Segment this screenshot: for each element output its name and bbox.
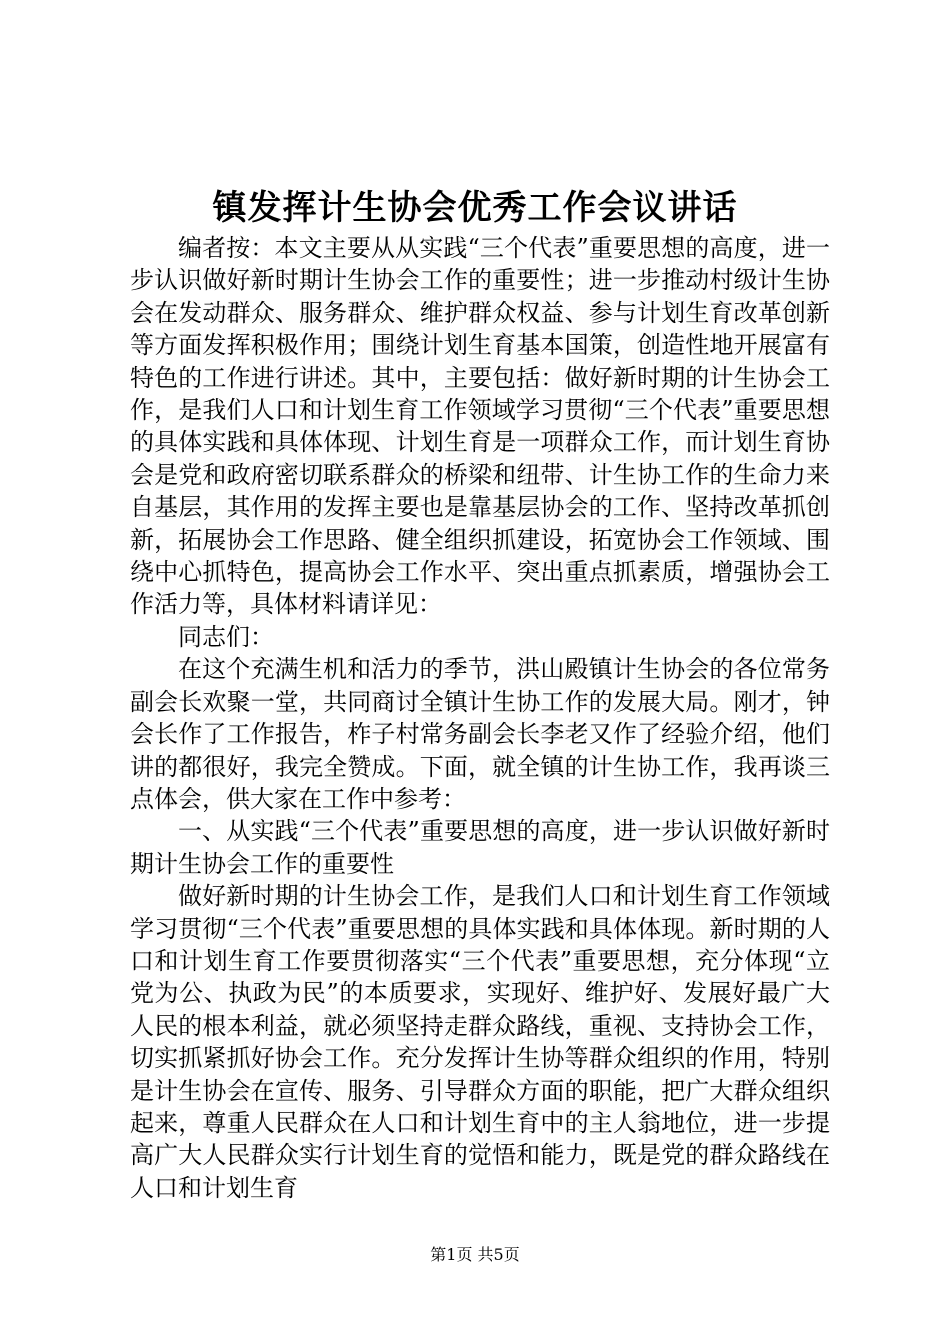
paragraph-section-one-body: 做好新时期的计生协会工作，是我们人口和计划生育工作领域学习贯彻“三个代表”重要思想的具体实践和具体体现。新时期的人口和计划生育工作要贯彻落实“三个代表”重要思想，充分体现“立党为公、执政为民”的本质要求，实现好、维护好、发展好最广大人民的根本利益，就必须坚持走群众路线，重视、支持协会工作，切实抓紧抓好协会工作。充分发挥计生协等群众组织的作用，特别是计生协会在宣传、服务、引导群众方面的职能，把广大群众组织起来，尊重人民群众在人口和计划生育中的主人翁地位，进一步提高广大人民群众实行计划生育的觉悟和能力，既是党的群众路线在人口和计划生育 xyxy=(130,882,830,1202)
section-heading-one: 一、从实践“三个代表”重要思想的高度，进一步认识做好新时期计生协会工作的重要性 xyxy=(130,817,830,878)
page-number-footer: 第1页 共5页 xyxy=(430,1245,520,1264)
document-title: 镇发挥计生协会优秀工作会议讲话 xyxy=(212,188,738,228)
paragraph-greeting: 同志们： xyxy=(178,622,274,651)
paragraph-introduction: 在这个充满生机和活力的季节，洪山殿镇计生协会的各位常务副会长欢聚一堂，共同商讨全镇计生协工作的发展大局。刚才，钟会长作了工作报告，柞子村常务副会长李老又作了经验介绍，他们讲的都很好，我完全赞成。下面，就全镇的计生协工作，我再谈三点体会，供大家在工作中参考： xyxy=(130,655,830,813)
document-body xyxy=(130,232,830,1204)
paragraph-editor-note: 编者按：本文主要从从实践“三个代表”重要思想的高度，进一步认识做好新时期计生协会工作的重要性；进一步推动村级计生协会在发动群众、服务群众、维护群众权益、参与计划生育改革创新等方面发挥积极作用；围绕计划生育基本国策，创造性地开展富有特色的工作进行讲述。其中，主要包括：做好新时期的计生协会工作，是我们人口和计划生育工作领域学习贯彻“三个代表”重要思想的具体实践和具体体现、计划生育是一项群众工作，而计划生育协会是党和政府密切联系群众的桥梁和纽带、计生协工作的生命力来自基层，其作用的发挥主要也是靠基层协会的工作、坚持改革抓创新，拓展协会工作思路、健全组织抓建设，拓宽协会工作领域、围绕中心抓特色，提高协会工作水平、突出重点抓素质，增强协会工作活力等，具体材料请详见： xyxy=(130,234,830,619)
